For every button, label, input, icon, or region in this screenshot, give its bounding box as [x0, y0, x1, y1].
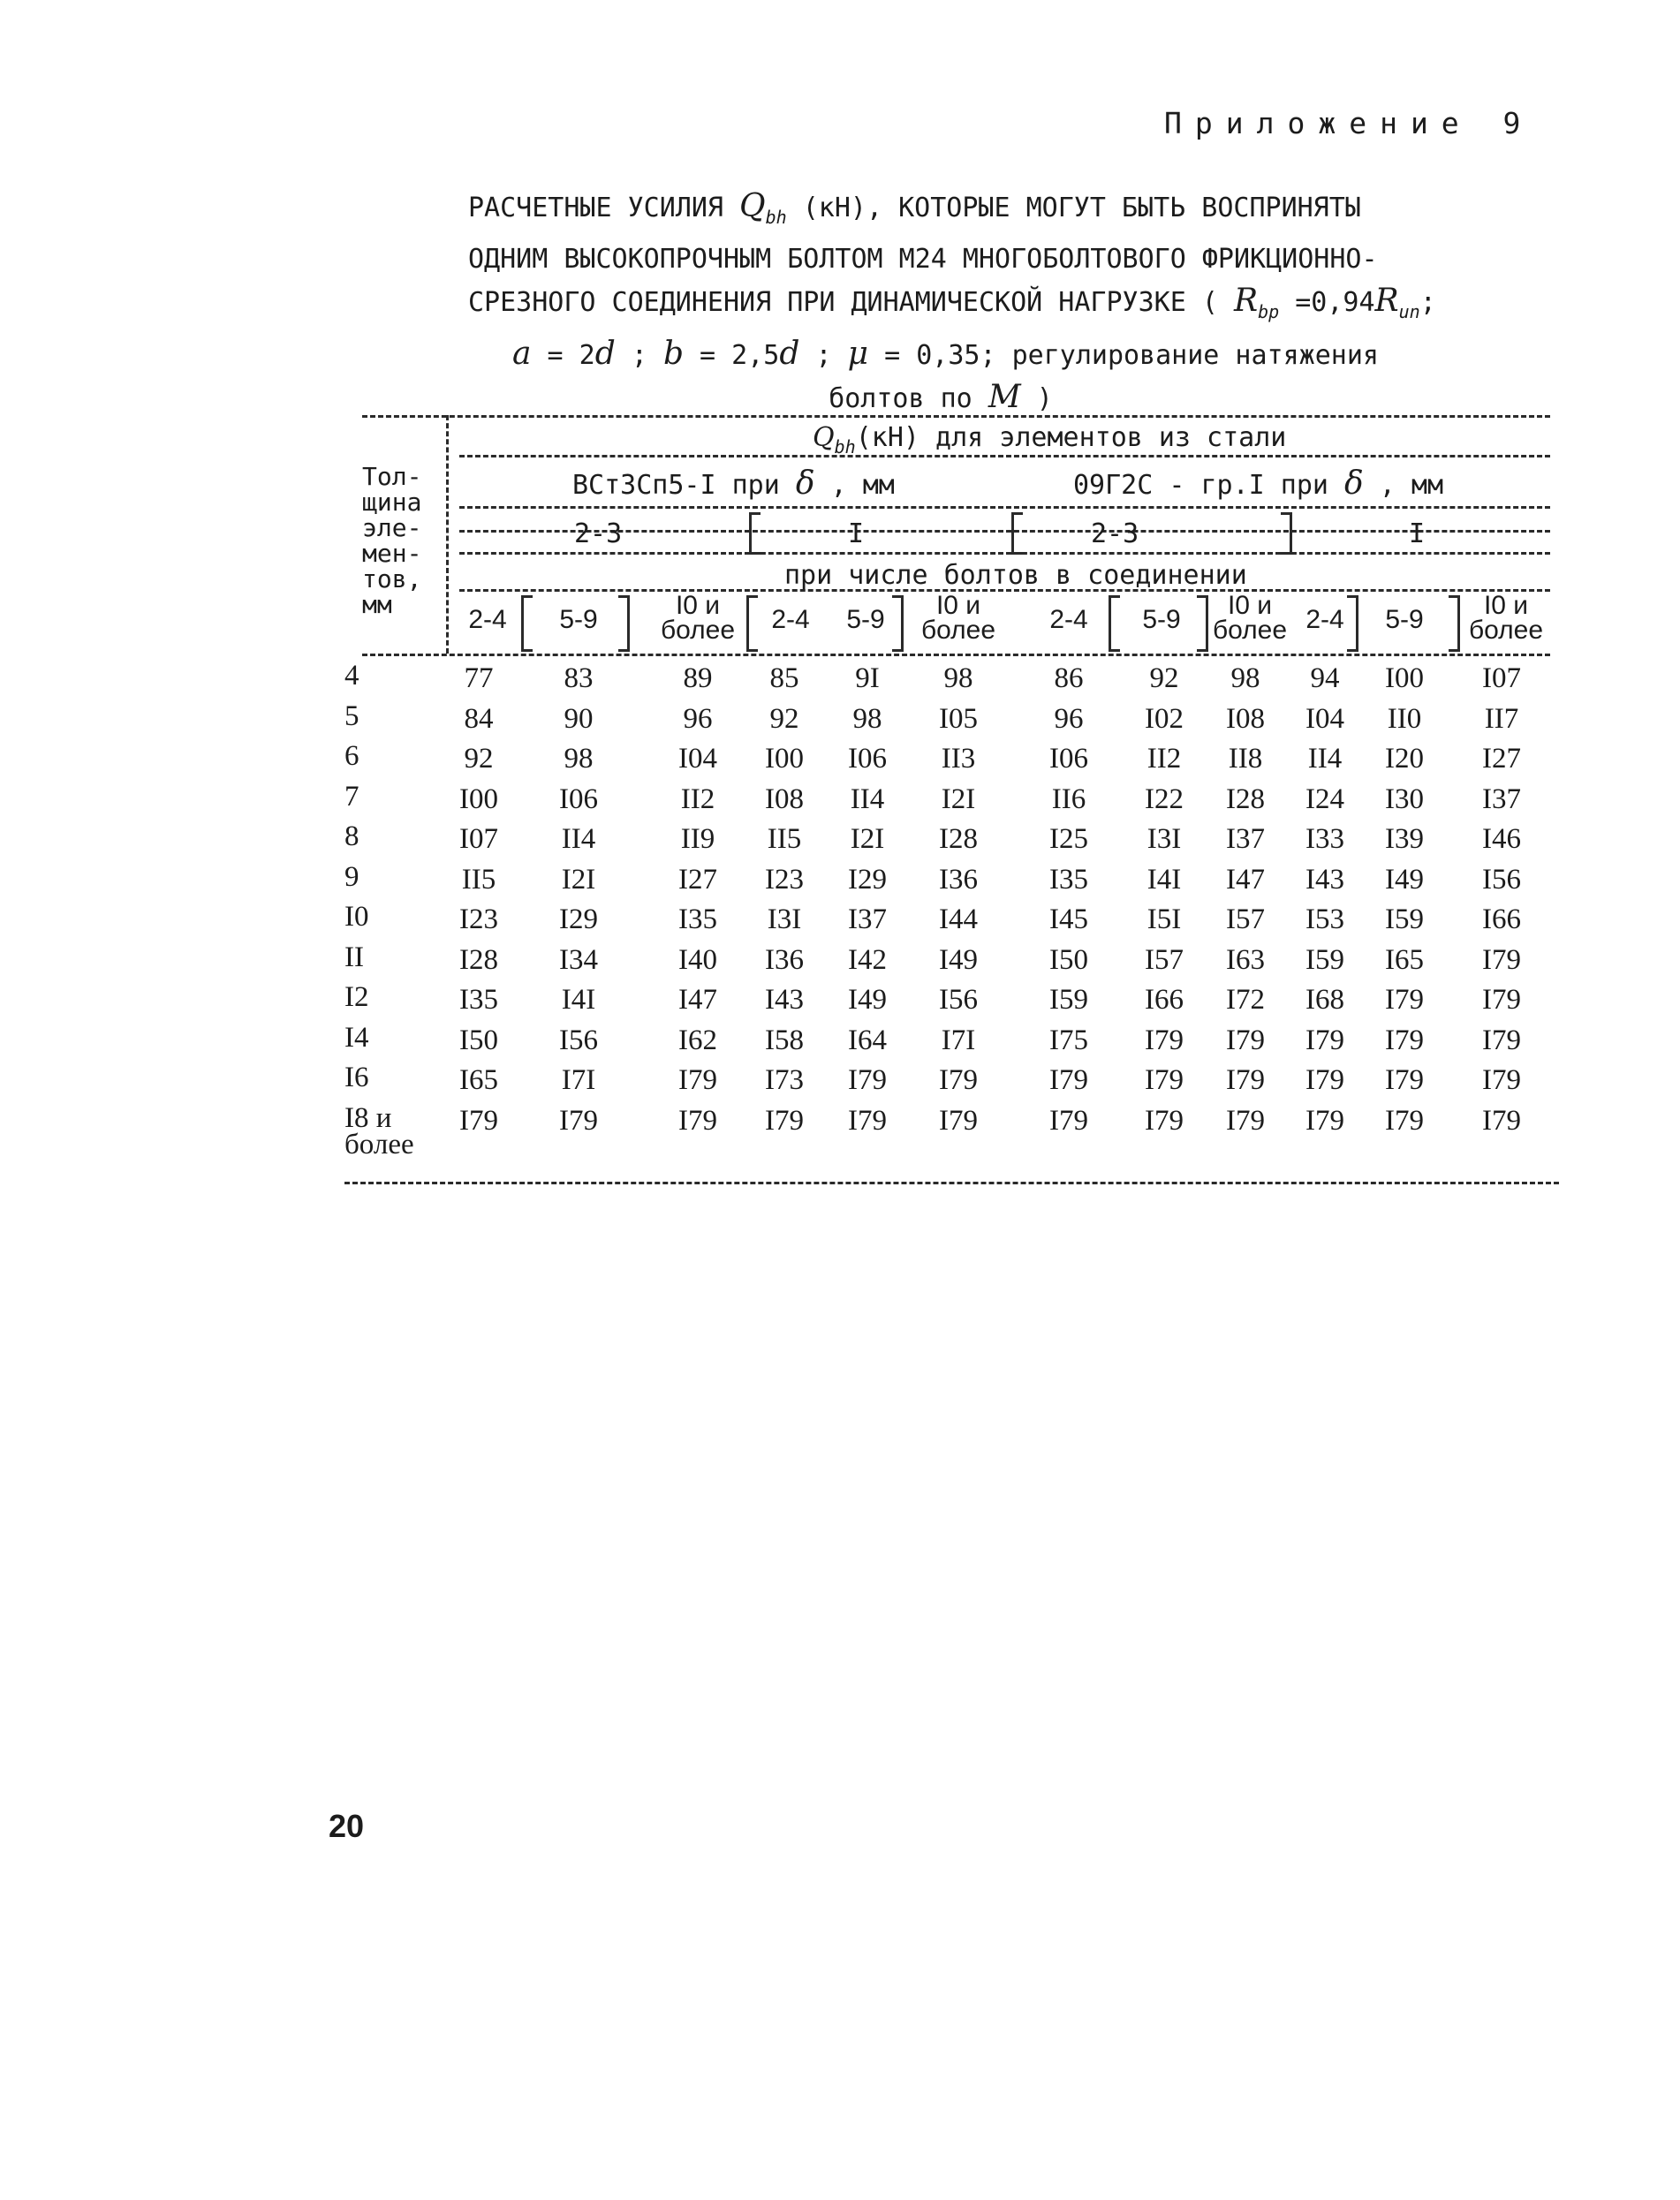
table-cell: I06 — [848, 743, 887, 775]
table-cell: I79 — [459, 1105, 498, 1137]
header-rule — [459, 506, 1550, 509]
table-cell: 92 — [464, 743, 494, 775]
table-cell: I79 — [1385, 1105, 1424, 1137]
table-cell: I79 — [1305, 1105, 1344, 1137]
table-cell: I56 — [939, 984, 978, 1016]
header-line: I0 и — [675, 591, 721, 620]
d-symbol: d — [779, 336, 800, 372]
table-cell: I65 — [459, 1064, 498, 1096]
column-header: 5-9 — [846, 605, 885, 634]
table-cell: I79 — [1226, 1064, 1265, 1096]
header-line: мм — [362, 590, 392, 619]
unit-text: , мм — [814, 470, 895, 501]
table-cell: I53 — [1305, 903, 1344, 935]
table-cell: 92 — [1149, 662, 1179, 694]
table-cell: I2I — [561, 864, 596, 896]
table-cell: I29 — [559, 903, 598, 935]
table-cell: I79 — [1226, 1024, 1265, 1056]
table-cell: 98 — [564, 743, 594, 775]
table-cell: I58 — [765, 1024, 804, 1056]
header-line: более — [920, 616, 996, 645]
unit-text: , мм — [1363, 470, 1444, 501]
row-thickness: 4 — [344, 660, 359, 692]
table-cell: I28 — [1226, 783, 1265, 815]
table-cell: 96 — [683, 703, 713, 735]
table-cell: 92 — [769, 703, 799, 735]
table-cell: I37 — [1482, 783, 1521, 815]
row-thickness: 7 — [344, 781, 359, 813]
title-text: ; — [1419, 287, 1436, 318]
table-cell: I35 — [678, 903, 717, 935]
table-cell: I24 — [1305, 783, 1344, 815]
table-cell: 94 — [1310, 662, 1340, 694]
title-text: СРЕЗНОГО СОЕДИНЕНИЯ ПРИ ДИНАМИЧЕСКОЙ НАГРУЗКЕ ( — [468, 287, 1234, 318]
steel1-header — [572, 465, 895, 502]
group-header-text: (кН) для элементов из стали — [855, 422, 1287, 453]
table-cell: I35 — [1049, 864, 1088, 896]
table-cell: I59 — [1049, 984, 1088, 1016]
table-cell: I79 — [1305, 1024, 1344, 1056]
a-symbol: a — [512, 336, 532, 372]
table-cell: I23 — [765, 864, 804, 896]
table-cell: I57 — [1226, 903, 1265, 935]
table-cell: I79 — [1482, 984, 1521, 1016]
header-bottom-rule — [362, 654, 1550, 656]
table-cell: 98 — [943, 662, 973, 694]
title-text: ; — [615, 340, 663, 371]
table-cell: I49 — [848, 984, 887, 1016]
table-cell: I29 — [848, 864, 887, 896]
column-divider — [618, 595, 630, 652]
title-text: РАСЧЕТНЫЕ УСИЛИЯ — [468, 193, 740, 223]
table-cell: I79 — [1226, 1105, 1265, 1137]
subgroup-label: 2-3 — [1091, 518, 1139, 549]
table-cell: I43 — [1305, 864, 1344, 896]
table-cell: I25 — [1049, 823, 1088, 855]
table-cell: I46 — [1482, 823, 1521, 855]
table-cell: I79 — [1145, 1064, 1184, 1096]
table-cell: II9 — [680, 823, 715, 855]
table-cell: I08 — [765, 783, 804, 815]
q-symbol: Q — [813, 422, 835, 453]
table-cell: 86 — [1054, 662, 1084, 694]
table-cell: I63 — [1226, 944, 1265, 976]
table-cell: I65 — [1385, 944, 1424, 976]
title-text: = 2,5 — [684, 340, 780, 371]
r-subscript: un — [1398, 301, 1420, 322]
table-cell: 96 — [1054, 703, 1084, 735]
table-cell: I79 — [678, 1064, 717, 1096]
table-cell: I28 — [459, 944, 498, 976]
group-header — [813, 422, 1286, 457]
table-cell: I47 — [1226, 864, 1265, 896]
table-cell: I02 — [1145, 703, 1184, 735]
table-cell: 83 — [564, 662, 594, 694]
thickness-column-header — [362, 464, 442, 617]
table-cell: 89 — [683, 662, 713, 694]
table-cell: I4I — [1146, 864, 1182, 896]
appendix-label: Приложение 9 — [1164, 106, 1534, 140]
r-symbol: R — [1374, 283, 1399, 319]
row-thickness: 9 — [344, 861, 359, 893]
table-cell: I79 — [1385, 1064, 1424, 1096]
table-cell: II2 — [1146, 743, 1182, 775]
table-cell: I79 — [559, 1105, 598, 1137]
table-cell: I30 — [1385, 783, 1424, 815]
title-text: ; — [799, 340, 848, 371]
table-cell: I57 — [1145, 944, 1184, 976]
table-cell: I43 — [765, 984, 804, 1016]
table-cell: I28 — [939, 823, 978, 855]
column-header — [649, 593, 746, 643]
row-thickness: I2 — [344, 981, 369, 1013]
table-cell: I37 — [848, 903, 887, 935]
title-text: (кН), КОТОРЫЕ МОГУТ БЫТЬ ВОСПРИНЯТЫ — [786, 193, 1361, 223]
title-text: = 2 — [531, 340, 595, 371]
table-cell: I79 — [1145, 1024, 1184, 1056]
table-cell: I04 — [1305, 703, 1344, 735]
table-cell: I05 — [939, 703, 978, 735]
table-cell: I79 — [678, 1105, 717, 1137]
table-cell: I42 — [848, 944, 887, 976]
table-cell: I07 — [459, 823, 498, 855]
table-cell: I79 — [939, 1064, 978, 1096]
table-cell: I66 — [1145, 984, 1184, 1016]
row-thickness: 6 — [344, 740, 359, 772]
subgroup-label: I — [848, 518, 865, 549]
table-cell: I08 — [1226, 703, 1265, 735]
stub-divider — [446, 415, 449, 654]
column-divider — [1109, 595, 1120, 652]
table-cell: I56 — [1482, 864, 1521, 896]
row-thickness: I8 и более — [344, 1102, 414, 1160]
table-cell: I68 — [1305, 984, 1344, 1016]
table-cell: I79 — [1482, 944, 1521, 976]
table-cell: I00 — [1385, 662, 1424, 694]
subgroup-bracket — [1281, 512, 1292, 555]
table-cell: II2 — [680, 783, 715, 815]
table-cell: 85 — [769, 662, 799, 694]
header-line: более — [1212, 616, 1288, 645]
header-rule — [459, 530, 1550, 533]
header-line: более — [660, 616, 736, 645]
title-line-4 — [468, 333, 1475, 376]
table-cell: I59 — [1385, 903, 1424, 935]
b-symbol: b — [662, 336, 684, 372]
row-thickness: 5 — [344, 700, 359, 732]
column-header: 2-4 — [1049, 605, 1088, 634]
title-line-3 — [468, 280, 1475, 333]
q-subscript: bh — [765, 207, 787, 228]
table-cell: I34 — [559, 944, 598, 976]
table-cell: I36 — [939, 864, 978, 896]
table-cell: 98 — [1230, 662, 1260, 694]
title-line-1 — [468, 185, 1475, 238]
table-cell: 77 — [464, 662, 494, 694]
table-cell: I2I — [941, 783, 976, 815]
page-number: 20 — [329, 1808, 365, 1844]
table-cell: I49 — [939, 944, 978, 976]
table-bottom-rule — [344, 1182, 1559, 1184]
header-line: щина — [362, 488, 422, 517]
table-cell: I79 — [1482, 1064, 1521, 1096]
table-cell: I66 — [1482, 903, 1521, 935]
table-cell: II4 — [561, 823, 596, 855]
table-cell: I3I — [1146, 823, 1182, 855]
table-cell: I50 — [459, 1024, 498, 1056]
table-cell: 90 — [564, 703, 594, 735]
header-line: тов, — [362, 564, 422, 593]
table-cell: I75 — [1049, 1024, 1088, 1056]
subgroup-bracket — [1011, 512, 1023, 555]
table-cell: I07 — [1482, 662, 1521, 694]
steel1-text: ВСт3Сп5-I при — [572, 470, 796, 501]
column-header: 2-4 — [1305, 605, 1344, 634]
column-header: 5-9 — [1142, 605, 1181, 634]
table-cell: I33 — [1305, 823, 1344, 855]
table-cell: I06 — [1049, 743, 1088, 775]
m-symbol: M — [988, 379, 1021, 415]
table-cell: I49 — [1385, 864, 1424, 896]
title-line-5 — [468, 376, 1475, 420]
q-subscript: bh — [834, 436, 856, 457]
table-cell: I79 — [848, 1105, 887, 1137]
delta-symbol: δ — [795, 465, 815, 502]
header-rule — [459, 552, 1550, 555]
table-cell: I37 — [1226, 823, 1265, 855]
table-cell: I59 — [1305, 944, 1344, 976]
r-subscript: bp — [1258, 301, 1280, 322]
table-cell: I06 — [559, 783, 598, 815]
column-header: 5-9 — [559, 605, 598, 634]
table-cell: II7 — [1484, 703, 1519, 735]
table-title — [468, 185, 1475, 420]
column-header — [1457, 593, 1555, 643]
d-symbol: d — [594, 336, 616, 372]
column-header — [910, 593, 1007, 643]
table-cell: I79 — [848, 1064, 887, 1096]
header-line: мен- — [362, 539, 422, 568]
header-line: эле- — [362, 513, 422, 542]
table-cell: I00 — [765, 743, 804, 775]
title-text: ) — [1020, 383, 1053, 414]
table-cell: I7I — [561, 1064, 596, 1096]
title-text: = 0,35; регулирование натяжения — [868, 340, 1379, 371]
table-cell: I64 — [848, 1024, 887, 1056]
table-cell: I79 — [1049, 1064, 1088, 1096]
table-cell: 98 — [852, 703, 882, 735]
q-symbol: Q — [739, 188, 766, 224]
table-cell: I62 — [678, 1024, 717, 1056]
header-line: Тол- — [362, 462, 422, 491]
r-symbol: R — [1233, 283, 1259, 319]
column-header — [1201, 593, 1298, 643]
table-cell: I27 — [1482, 743, 1521, 775]
table-cell: I79 — [1049, 1105, 1088, 1137]
row-thickness: II — [344, 941, 364, 973]
table-cell: I27 — [678, 864, 717, 896]
table-cell: I39 — [1385, 823, 1424, 855]
header-line: I0 и — [1227, 591, 1273, 620]
table-cell: I79 — [1145, 1105, 1184, 1137]
table-cell: I79 — [1385, 984, 1424, 1016]
table-cell: I4I — [561, 984, 596, 1016]
table-cell: II0 — [1387, 703, 1422, 735]
row-thickness: 8 — [344, 820, 359, 852]
table-cell: I79 — [1305, 1064, 1344, 1096]
table-cell: I7I — [941, 1024, 976, 1056]
steel2-text: 09Г2С - гр.I при — [1073, 470, 1345, 501]
table-cell: I50 — [1049, 944, 1088, 976]
delta-symbol: δ — [1344, 465, 1364, 502]
subgroup-label: I — [1409, 518, 1426, 549]
table-cell: I79 — [1385, 1024, 1424, 1056]
title-text: болтов по — [829, 383, 988, 414]
bolts-count-header: при числе болтов в соединении — [784, 560, 1247, 591]
table-cell: I79 — [939, 1105, 978, 1137]
table-cell: I72 — [1226, 984, 1265, 1016]
row-thickness: I4 — [344, 1022, 369, 1054]
row-thickness: I0 — [344, 901, 369, 933]
table-cell: II3 — [941, 743, 976, 775]
table-cell: I56 — [559, 1024, 598, 1056]
table-cell: II8 — [1228, 743, 1263, 775]
table-cell: II4 — [850, 783, 885, 815]
table-cell: II5 — [461, 864, 496, 896]
table-cell: 9I — [855, 662, 880, 694]
table-cell: II6 — [1051, 783, 1086, 815]
table-cell: I73 — [765, 1064, 804, 1096]
table-cell: I04 — [678, 743, 717, 775]
table-cell: I00 — [459, 783, 498, 815]
steel2-header — [1073, 465, 1443, 502]
table-cell: I36 — [765, 944, 804, 976]
table-cell: I79 — [765, 1105, 804, 1137]
table-cell: I79 — [1482, 1105, 1521, 1137]
table-cell: I44 — [939, 903, 978, 935]
header-line: более — [1468, 616, 1544, 645]
table-cell: II4 — [1307, 743, 1343, 775]
table-cell: I23 — [459, 903, 498, 935]
header-line: I0 и — [935, 591, 981, 620]
table-cell: I20 — [1385, 743, 1424, 775]
subgroup-bracket — [749, 512, 761, 555]
table-cell: II5 — [767, 823, 802, 855]
table-cell: I22 — [1145, 783, 1184, 815]
table-top-rule — [362, 415, 1550, 418]
column-header: 5-9 — [1385, 605, 1424, 634]
title-text: =0,94 — [1279, 287, 1375, 318]
table-cell: I5I — [1146, 903, 1182, 935]
subgroup-label: 2-3 — [574, 518, 623, 549]
table-cell: I40 — [678, 944, 717, 976]
title-line-2: ОДНИМ ВЫСОКОПРОЧНЫМ БОЛТОМ М24 МНОГОБОЛТОВОГО ФРИКЦИОННО- — [468, 244, 1378, 275]
table-cell: I45 — [1049, 903, 1088, 935]
table-cell: I79 — [1482, 1024, 1521, 1056]
column-header: 2-4 — [468, 605, 507, 634]
table-cell: I47 — [678, 984, 717, 1016]
table-cell: I2I — [850, 823, 885, 855]
row-thickness: I6 — [344, 1062, 369, 1093]
table-cell: I3I — [767, 903, 802, 935]
table-cell: I35 — [459, 984, 498, 1016]
mu-symbol: μ — [847, 336, 869, 372]
column-header: 2-4 — [771, 605, 810, 634]
header-line: I0 и — [1483, 591, 1529, 620]
table-cell: 84 — [464, 703, 494, 735]
